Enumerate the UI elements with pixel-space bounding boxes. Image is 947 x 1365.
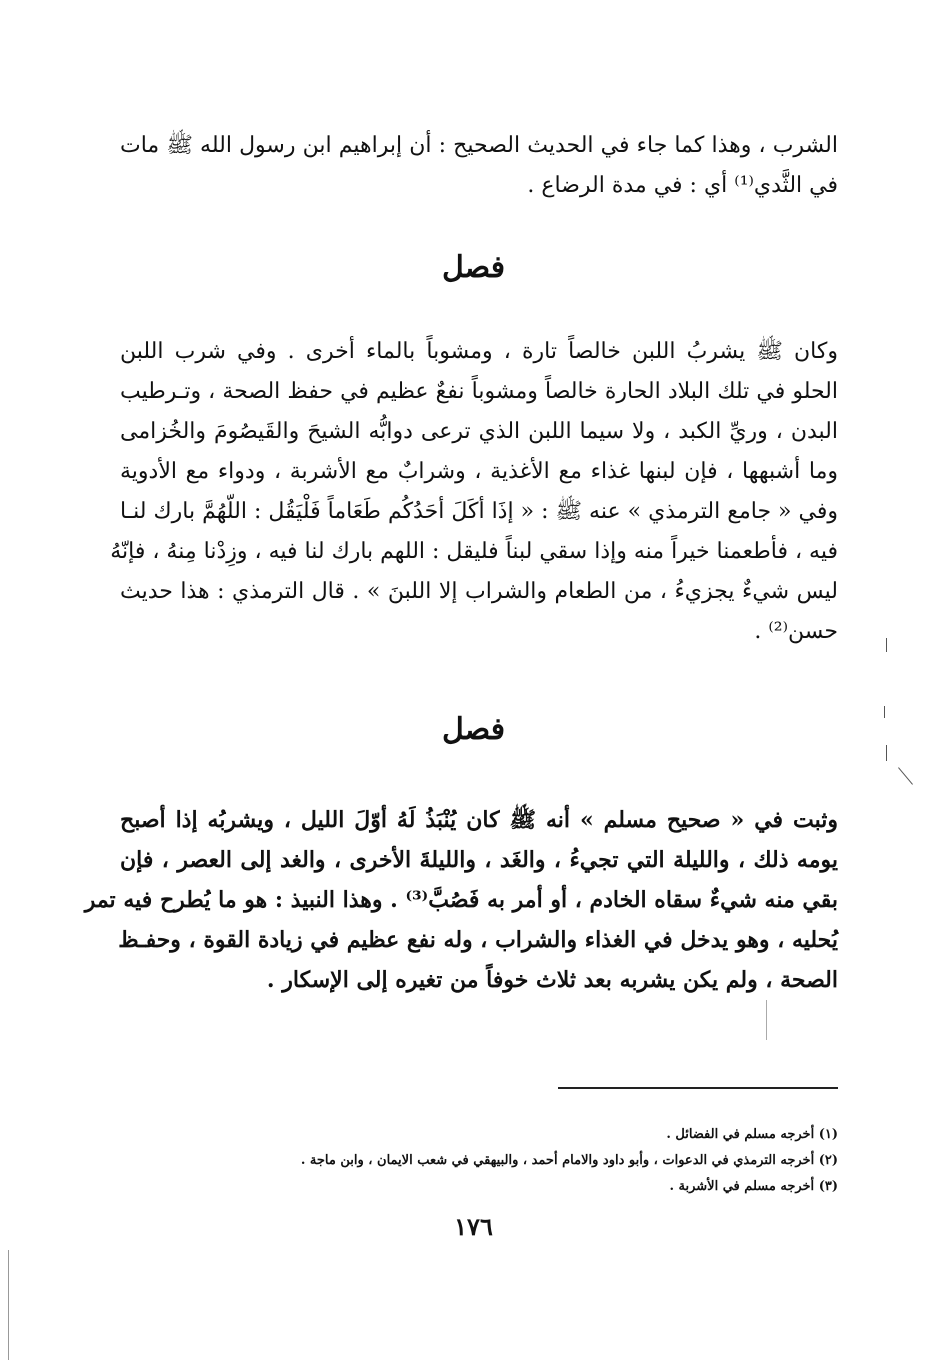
scan-mark bbox=[766, 1000, 767, 1040]
text-line: بقي منه شيءٌ سقاه الخادم ، أو أمر به فَصُبَّ⁽³⁾ . وهذا النبيذ : هو ما يُطرح فيه تمر bbox=[84, 887, 838, 913]
intro-paragraph bbox=[120, 126, 838, 206]
text-line: الشرب ، وهذا كما جاء في الحديث الصحيح : أن إبراهيم ابن رسول الله ﷺ مات bbox=[120, 133, 838, 158]
scan-mark bbox=[898, 767, 913, 784]
footnote: (٢) أخرجه الترمذي في الدعوات ، وأبو داود والامام أحمد ، والبيهقي في شعب الايمان ، وابن ماجة . bbox=[300, 1153, 838, 1168]
page-number: ١٧٦ bbox=[454, 1212, 493, 1241]
scan-mark bbox=[886, 638, 887, 652]
footnotes bbox=[120, 1122, 838, 1200]
text-line: الحلو في تلك البلاد الحارة خالصاً ومشوباً نفعٌ عظيم في حفظ الصحة ، وتـرطيب bbox=[120, 379, 838, 404]
scan-mark bbox=[884, 706, 885, 718]
text-line: وثبت في « صحيح مسلم » أنه ﷺ كان يُنْبَذُ لَهُ أوّلَ الليل ، ويشربُه إذا أصبح bbox=[120, 807, 838, 833]
text-line: الصحة ، ولم يكن يشربه بعد ثلاث خوفاً من تغيره إلى الإسكار . bbox=[266, 967, 838, 993]
text-line: وما أشبهها ، فإن لبنها غذاء مع الأغذية ، وشرابٌ مع الأشربة ، ودواء مع الأدوية bbox=[120, 459, 838, 484]
section1-paragraph bbox=[110, 332, 838, 652]
text-line: وفي « جامع الترمذي » عنه ﷺ : « إذَا أكَلَ أحَدُكُم طَعَاماً فَلْيَقُل : اللّهُمَّ بارك لنـا bbox=[120, 499, 838, 524]
text-line: ليس شيءٌ يجزيءُ ، من الطعام والشراب إلا اللبنَ » . قال الترمذي : هذا حديث bbox=[120, 579, 838, 604]
scan-edge bbox=[8, 1250, 9, 1360]
footnote-separator bbox=[558, 1087, 838, 1089]
section-heading: فصل bbox=[441, 712, 506, 747]
text-line: حسن⁽²⁾ . bbox=[754, 619, 838, 644]
text-line: يومه ذلك ، والليلة التي تجيءُ ، والغَد ، والليلةَ الأخرى ، والغد إلى العصر ، فإن bbox=[120, 847, 838, 873]
text-line: وكان ﷺ يشربُ اللبن خالصاً تارة ، ومشوباً بالماء أخرى . وفي شرب اللبن bbox=[120, 339, 838, 364]
text-line: البدن ، وريِّ الكبد ، ولا سيما اللبن الذي ترعى دوابُّه الشيحَ والقَيصُومَ والخُزامى bbox=[120, 419, 838, 444]
text-line: في الثَّدي⁽¹⁾ أي : في مدة الرضاع . bbox=[527, 173, 838, 198]
section-heading: فصل bbox=[441, 250, 506, 285]
footnote: (٣) أخرجه مسلم في الأشربة . bbox=[669, 1179, 838, 1194]
scan-mark bbox=[886, 745, 887, 761]
section2-paragraph bbox=[84, 800, 838, 1000]
text-line: يُحليه ، وهو يدخل في الغذاء والشراب ، وله نفع عظيم في زيادة القوة ، وحفـظ bbox=[118, 927, 838, 953]
text-line: فيه ، فأطعمنا خيراً منه وإذا سقي لبناً فليقل : اللهم بارك لنا فيه ، وزِدْنا مِنهُ ، فإنّهُ bbox=[110, 539, 838, 564]
footnote: (١) أخرجه مسلم في الفضائل . bbox=[666, 1127, 838, 1142]
